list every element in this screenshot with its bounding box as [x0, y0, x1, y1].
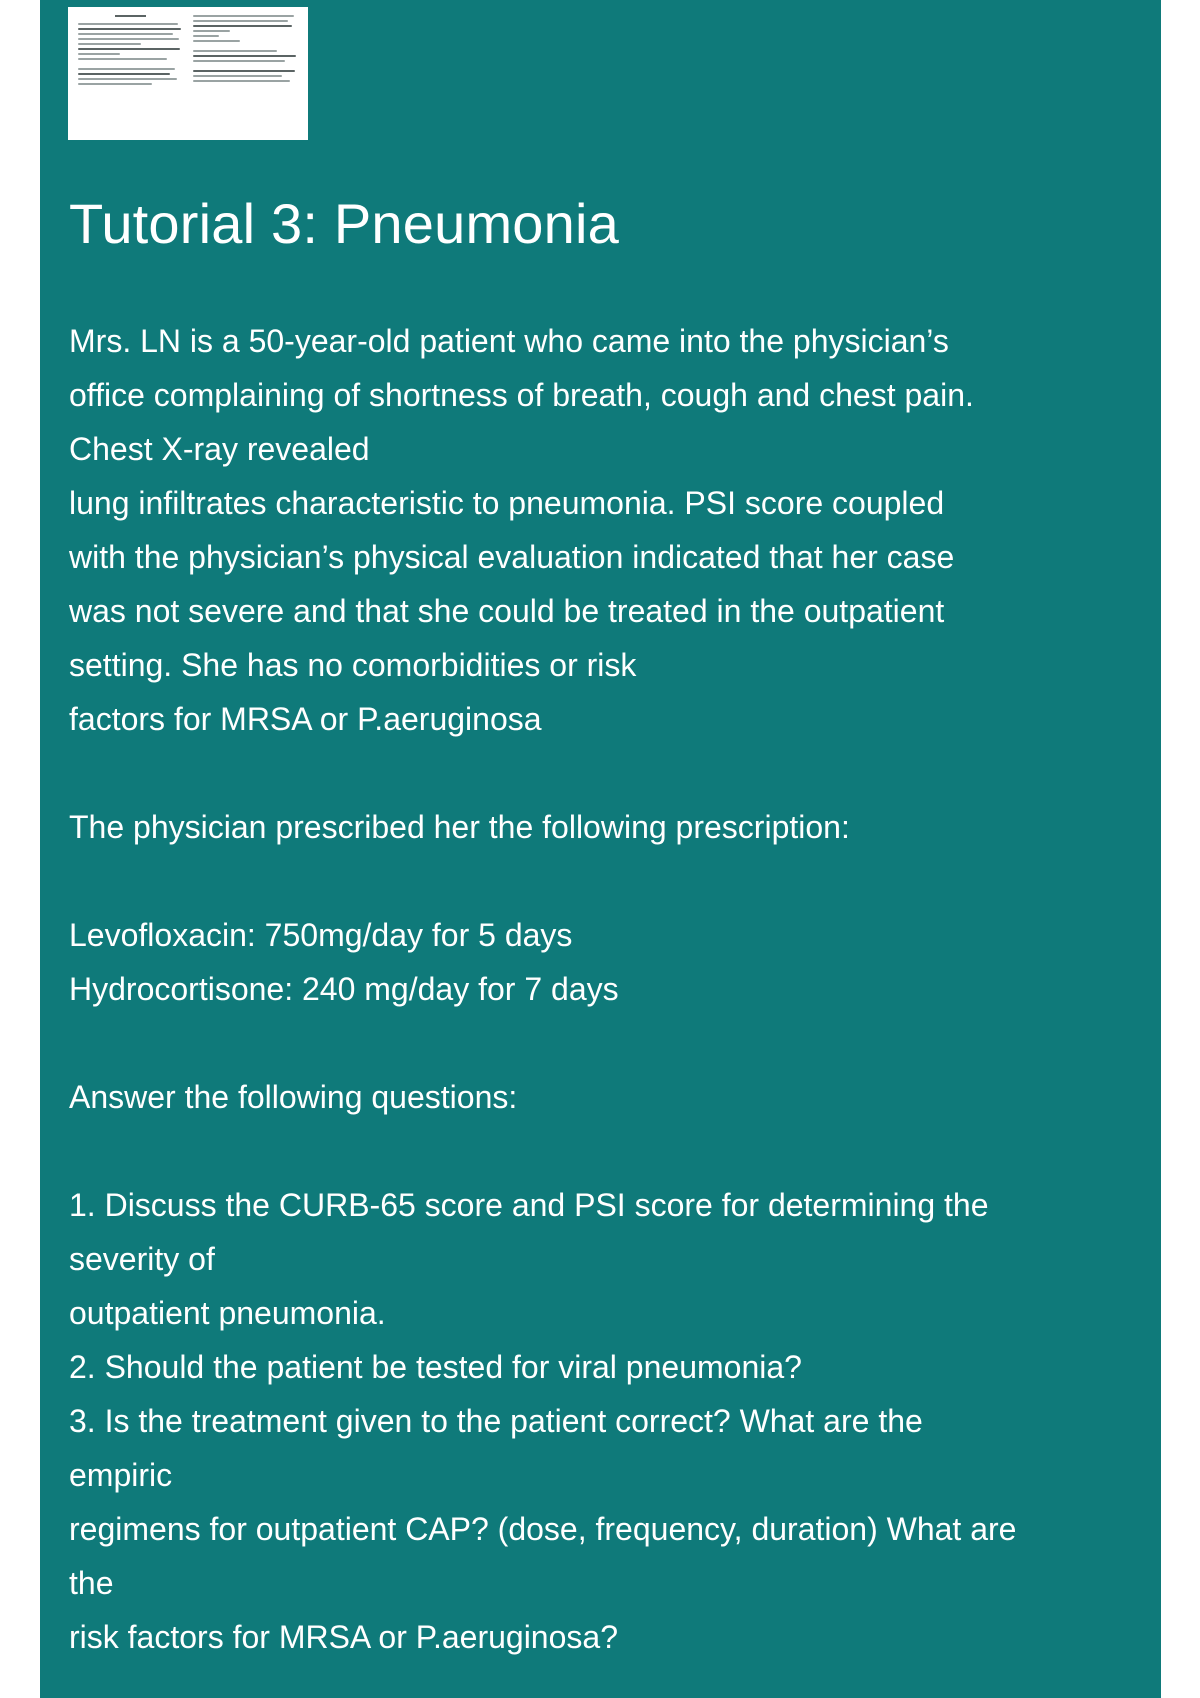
case-line: lung infiltrates characteristic to pneumonia. PSI score coupled — [69, 485, 945, 521]
prescription-item: Hydrocortisone: 240 mg/day for 7 days — [69, 971, 619, 1007]
spacer — [69, 1016, 1144, 1070]
prescription-intro: The physician prescribed her the following prescription: — [69, 809, 850, 845]
thumbnail-left-column — [78, 15, 183, 132]
question-line: 1. Discuss the CURB-65 score and PSI score for determining the — [69, 1187, 989, 1223]
question-line: regimens for outpatient CAP? (dose, frequency, duration) What are — [69, 1511, 1017, 1547]
spacer — [69, 1124, 1144, 1178]
prescription-item: Levofloxacin: 750mg/day for 5 days — [69, 917, 573, 953]
thumbnail-right-column — [193, 15, 298, 132]
case-line: Mrs. LN is a 50-year-old patient who came into the physician’s — [69, 323, 949, 359]
case-line: office complaining of shortness of breath, cough and chest pain. — [69, 377, 974, 413]
questions-intro: Answer the following questions: — [69, 1079, 518, 1115]
question-list — [69, 1178, 1144, 1664]
document-thumbnail[interactable] — [68, 7, 308, 140]
case-line: was not severe and that she could be treated in the outpatient — [69, 593, 945, 629]
question-line: 2. Should the patient be tested for viral pneumonia? — [69, 1349, 802, 1385]
spacer — [69, 854, 1144, 908]
spacer — [69, 746, 1144, 800]
page-title: Tutorial 3: Pneumonia — [69, 192, 619, 255]
case-line: Chest X-ray revealed — [69, 431, 370, 467]
case-line: setting. She has no comorbidities or risk — [69, 647, 637, 683]
question-line: empiric — [69, 1457, 173, 1493]
prescription-list — [69, 908, 1144, 1016]
tutorial-panel — [40, 0, 1161, 1698]
question-line: outpatient pneumonia. — [69, 1295, 386, 1331]
case-line: with the physician’s physical evaluation indicated that her case — [69, 539, 955, 575]
case-line: factors for MRSA or P.aeruginosa — [69, 701, 542, 737]
question-line: risk factors for MRSA or P.aeruginosa? — [69, 1619, 618, 1655]
question-line: the — [69, 1565, 114, 1601]
question-line: 3. Is the treatment given to the patient correct? What are the — [69, 1403, 923, 1439]
tutorial-body — [69, 314, 1144, 1664]
question-line: severity of — [69, 1241, 215, 1277]
case-description — [69, 314, 1144, 746]
